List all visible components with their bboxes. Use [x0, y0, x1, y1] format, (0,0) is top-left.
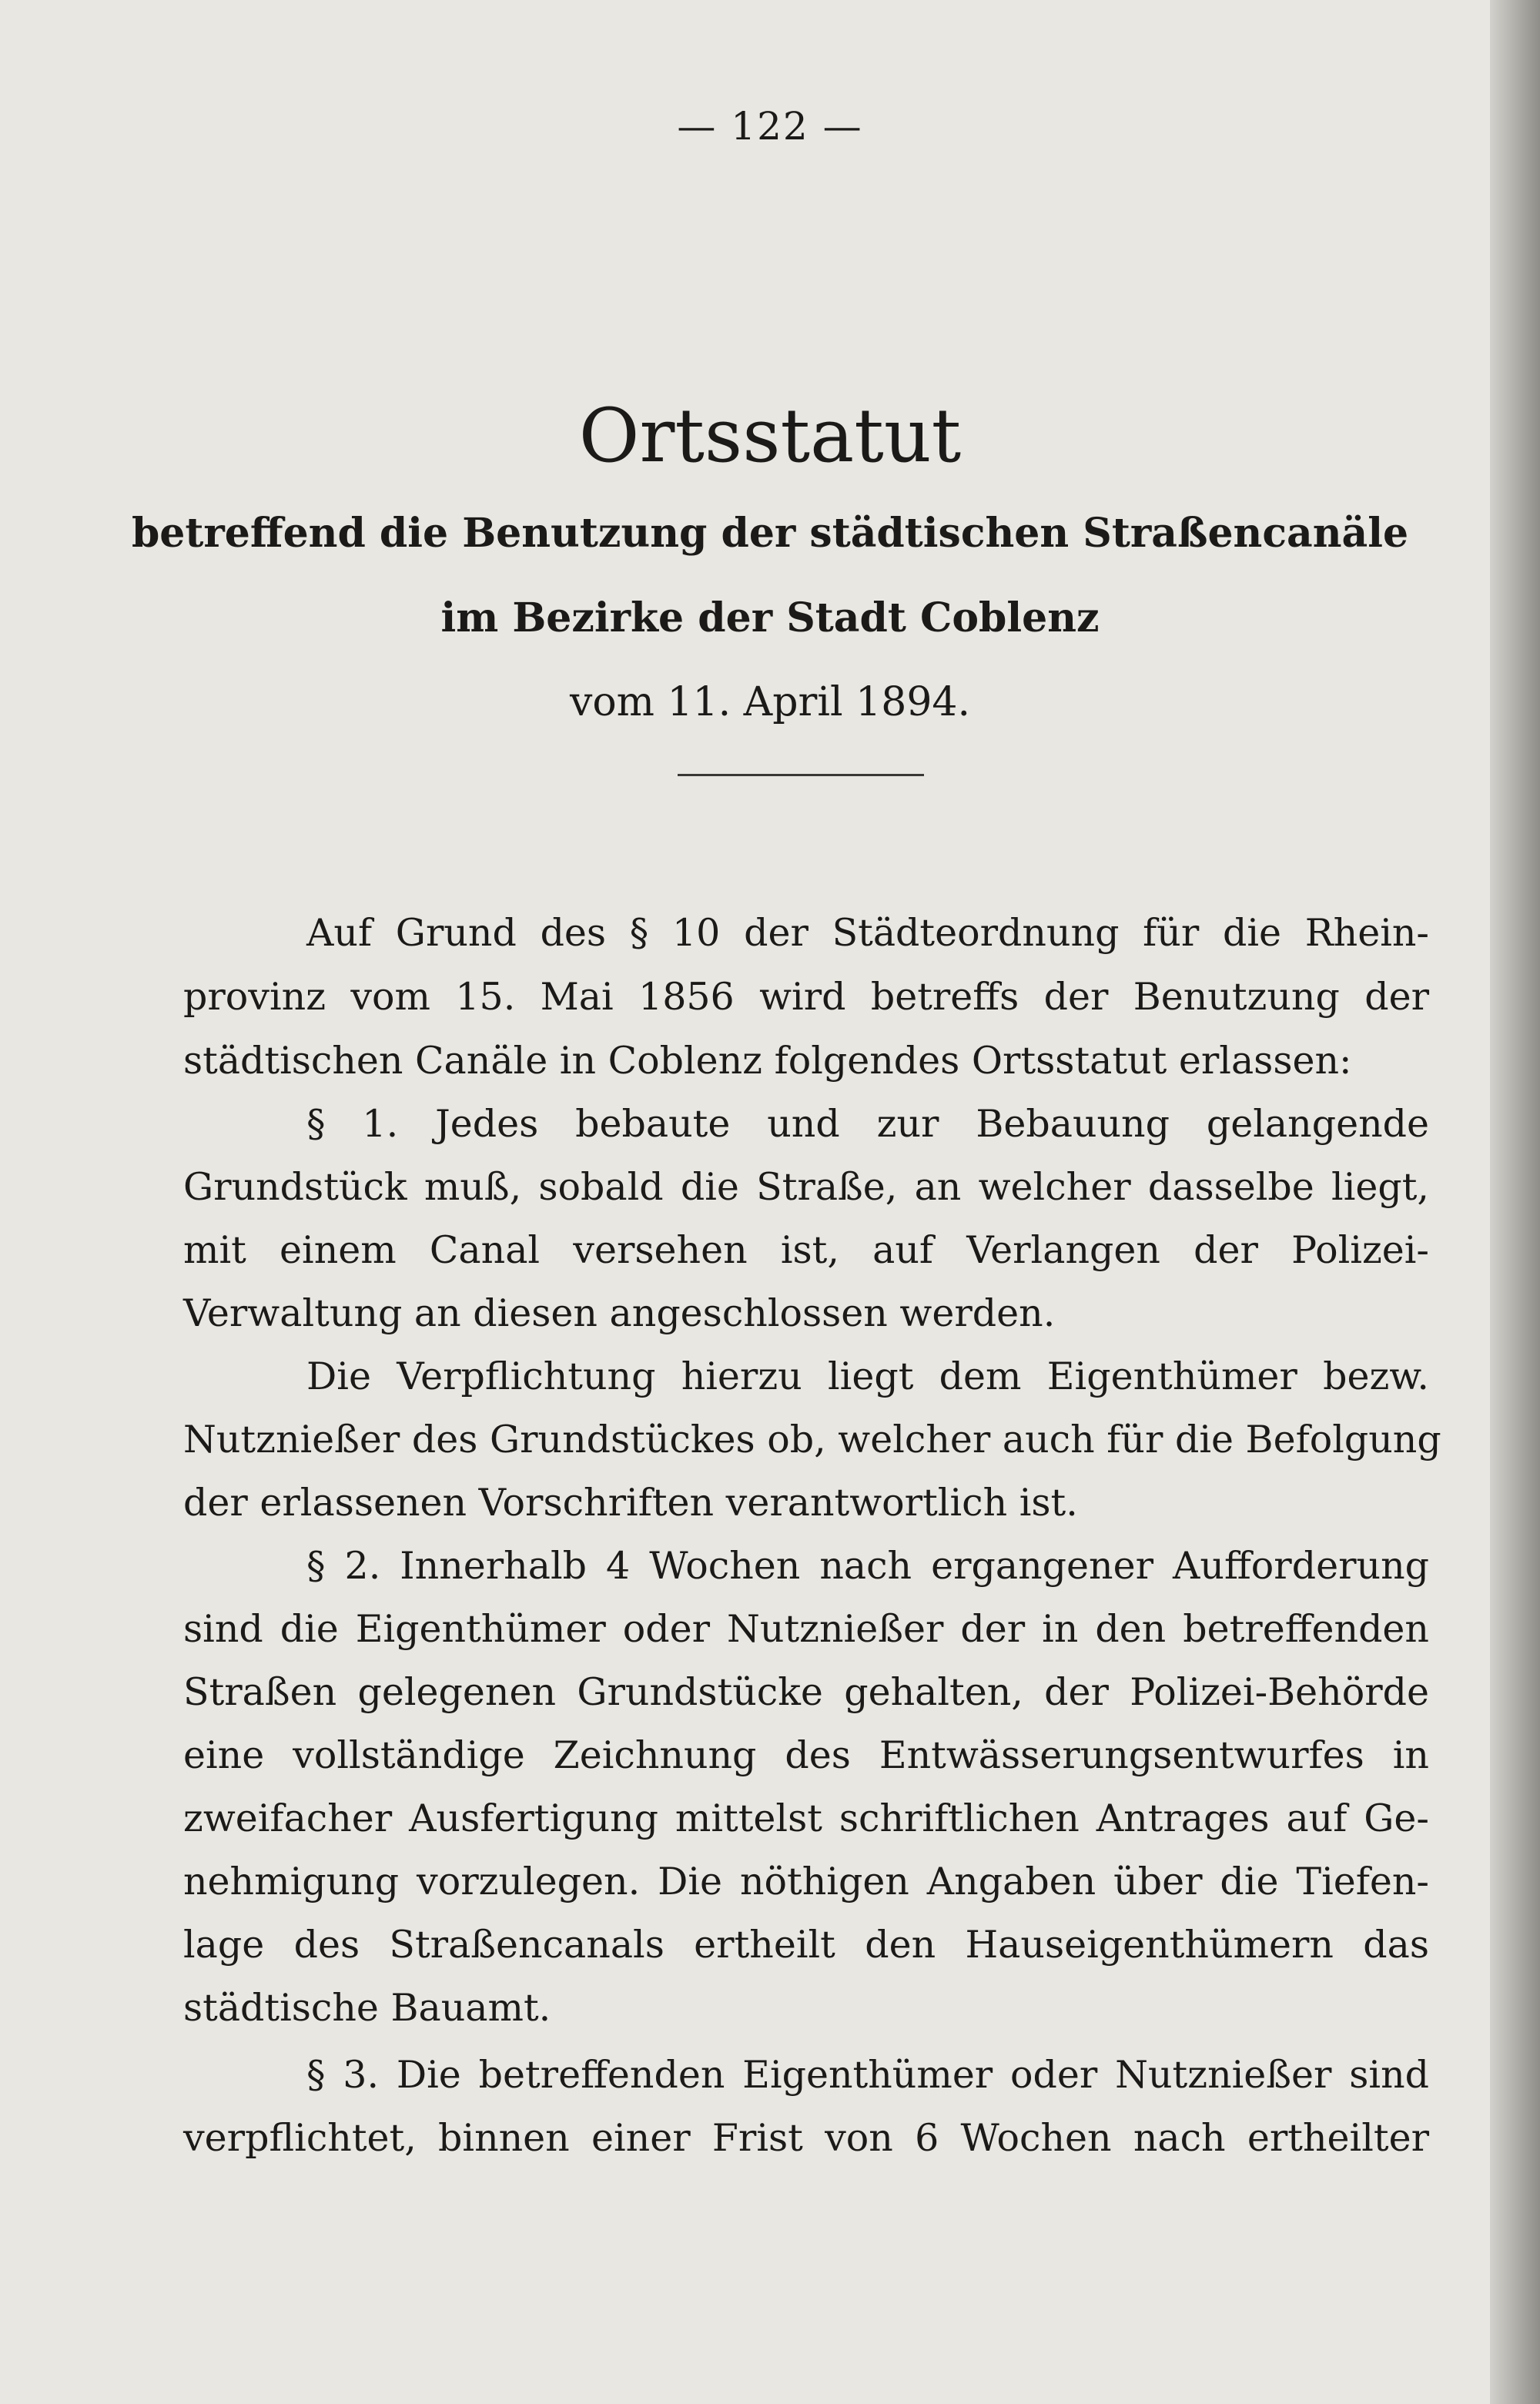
subtitle-line-1: betreffend die Benutzung der städtischen Straßencanäle: [131, 510, 1409, 557]
page-edge-shadow: [1490, 0, 1540, 2404]
title-divider: [678, 774, 924, 776]
body-line: § 1. Jedes bebaute und zur Bebauung gelangende: [306, 1102, 1429, 1146]
body-line: verpflichtet, binnen einer Frist von 6 Wochen nach ertheilter: [183, 2116, 1429, 2160]
body-line: Straßen gelegenen Grundstücke gehalten, der Polizei-Behörde: [183, 1670, 1429, 1714]
page-number: — 122 —: [677, 104, 863, 149]
body-line: der erlassenen Vorschriften verantwortlich ist.: [183, 1481, 1078, 1525]
body-line: zweifacher Ausfertigung mittelst schriftlichen Antrages auf Ge-: [183, 1796, 1429, 1840]
body-line: mit einem Canal versehen ist, auf Verlangen der Polizei-: [183, 1228, 1429, 1272]
document-title: Ortsstatut: [578, 393, 962, 479]
body-line: § 3. Die betreffenden Eigenthümer oder Nutznießer sind: [306, 2053, 1429, 2097]
body-line: eine vollständige Zeichnung des Entwässerungsentwurfes in: [183, 1733, 1429, 1777]
body-line: Grundstück muß, sobald die Straße, an welcher dasselbe liegt,: [183, 1165, 1429, 1209]
body-line: städtischen Canäle in Coblenz folgendes Ortsstatut erlassen:: [183, 1039, 1352, 1083]
body-line: lage des Straßencanals ertheilt den Hauseigenthümern das: [183, 1923, 1429, 1967]
statute-date: vom 11. April 1894.: [569, 679, 971, 725]
body-line: Nutznießer des Grundstückes ob, welcher auch für die Befolgung: [183, 1418, 1441, 1461]
body-line: Die Verpflichtung hierzu liegt dem Eigenthümer bezw.: [306, 1354, 1429, 1398]
body-line: nehmigung vorzulegen. Die nöthigen Angaben über die Tiefen-: [183, 1860, 1429, 1903]
body-line: sind die Eigenthümer oder Nutznießer der in den betreffenden: [183, 1607, 1429, 1651]
subtitle-line-2: im Bezirke der Stadt Coblenz: [440, 594, 1100, 641]
body-line: städtische Bauamt.: [183, 1986, 551, 2030]
body-line: provinz vom 15. Mai 1856 wird betreffs der Benutzung der: [183, 975, 1429, 1019]
body-line: Verwaltung an diesen angeschlossen werden.: [183, 1291, 1056, 1335]
body-line: § 2. Innerhalb 4 Wochen nach ergangener Aufforderung: [306, 1544, 1429, 1588]
body-line: Auf Grund des § 10 der Städteordnung für die Rhein-: [306, 911, 1429, 955]
